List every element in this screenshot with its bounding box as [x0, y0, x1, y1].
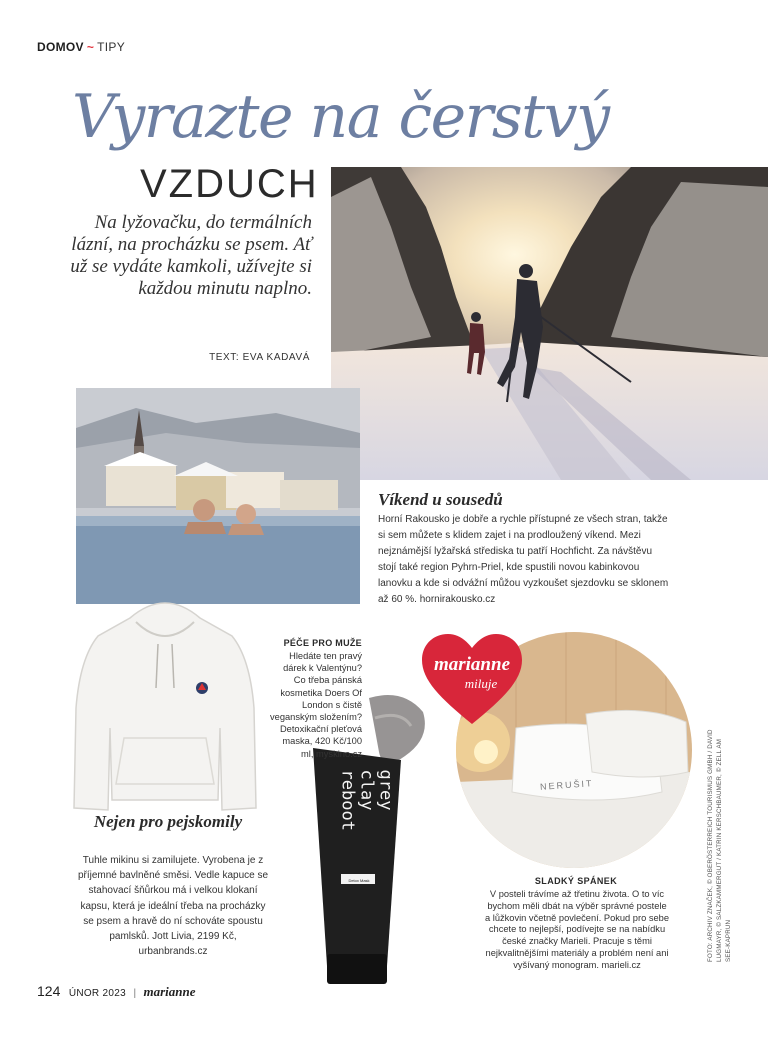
breadcrumb	[37, 40, 125, 54]
headline-line-1: Vyrazte na čerstvý	[72, 82, 609, 152]
thermal-pool-photo	[76, 388, 360, 604]
sleep-heading: SLADKÝ SPÁNEK	[534, 876, 618, 886]
page-footer	[37, 983, 196, 1001]
dog-section-title: Nejen pro pejskomily	[93, 812, 243, 831]
men-care-body: Hledáte ten pravý dárek k Valentýnu? Co třeba pánská kosmetika Doers Of London s čistě veganským složením? Detoxikační pleťová maska, 420 Kč/100 ml, myskino.cz	[270, 651, 362, 759]
footer-brand: marianne	[143, 984, 196, 999]
breadcrumb-home[interactable]: DOMOV	[37, 40, 84, 54]
pool-scene-illustration	[76, 388, 360, 604]
byline: TEXT: EVA KADAVÁ	[209, 352, 310, 363]
pillow-embroidery: NERUŠIT	[539, 778, 594, 792]
tilde-icon: ~	[86, 40, 95, 54]
hoodie-product-photo	[72, 588, 258, 814]
weekend-title: Víkend u sousedů	[378, 490, 503, 509]
ski-scene-illustration	[331, 167, 768, 480]
issue-date: ÚNOR 2023	[68, 988, 126, 999]
tube-small-label: Detox Mask	[348, 878, 370, 883]
sleep-body: V posteli trávíme až třetinu života. O to víc bychom měli dbát na výběr správné postele a lůžkovin včetně povlečení. Pokud pro sebe chcete to nejlepší, podívejte se na nabídku české značky Marieli. Pracuje s těmi nejkvalitnějšími materiály a problém není ani vyšívaný monogram. marieli.cz	[485, 889, 669, 970]
badge-tagline: miluje	[464, 676, 498, 691]
headline-line-2: VZDUCH	[140, 162, 319, 206]
lead-paragraph: Na lyžovačku, do termálních lázní, na procházku se psem. Ať už se vydáte kamkoli, užívejte si každou minutu naplno.	[70, 212, 312, 299]
page-number: 124	[37, 983, 61, 999]
footer-separator: |	[133, 988, 137, 999]
photo-credits: FOTO: ARCHIV ZNAČEK, © OBERÖSTERREICH TOURISMUS GMBH / DAVID LUGMAYR, © SALZKAMMERGUT / KATRIN KERSCHBAUMER, © ZELL AM SEE-KAPRUN	[707, 729, 732, 962]
badge-brand: marianne	[433, 654, 511, 675]
hoodie-illustration	[72, 588, 258, 814]
weekend-body: Horní Rakousko je dobře a rychle přístupné ze všech stran, takže si sem můžete s klidem zajet i na prodloužený víkend. Mezi nejznámější lyžařská střediska tu patří Hochficht. Za návštěvu stojí také region Pyhrn-Priel, kde spustili novou kabinkovou lanovku a kde si odvážní můžou vyzkoušet sjezdovku se sklonem až 60 %. hornirakousko.cz	[378, 514, 669, 605]
tube-brand-text: grey clay reboot	[337, 769, 396, 831]
ski-photo	[331, 167, 768, 480]
breadcrumb-section[interactable]: TIPY	[97, 40, 126, 54]
marianne-loves-badge	[420, 632, 524, 726]
men-care-heading: PÉČE PRO MUŽE	[283, 638, 362, 648]
dog-section-body: Tuhle mikinu si zamilujete. Vyrobena je z příjemné bavlněné směsi. Vedle kapuce se stahovací šňůrkou má i velkou klokaní kapsu, která je ideální třeba na procházky se psem a hravě do ní schováte spoustu pamlsků. Jott Livia, 2199 Kč, urbanbrands.cz	[77, 855, 269, 958]
